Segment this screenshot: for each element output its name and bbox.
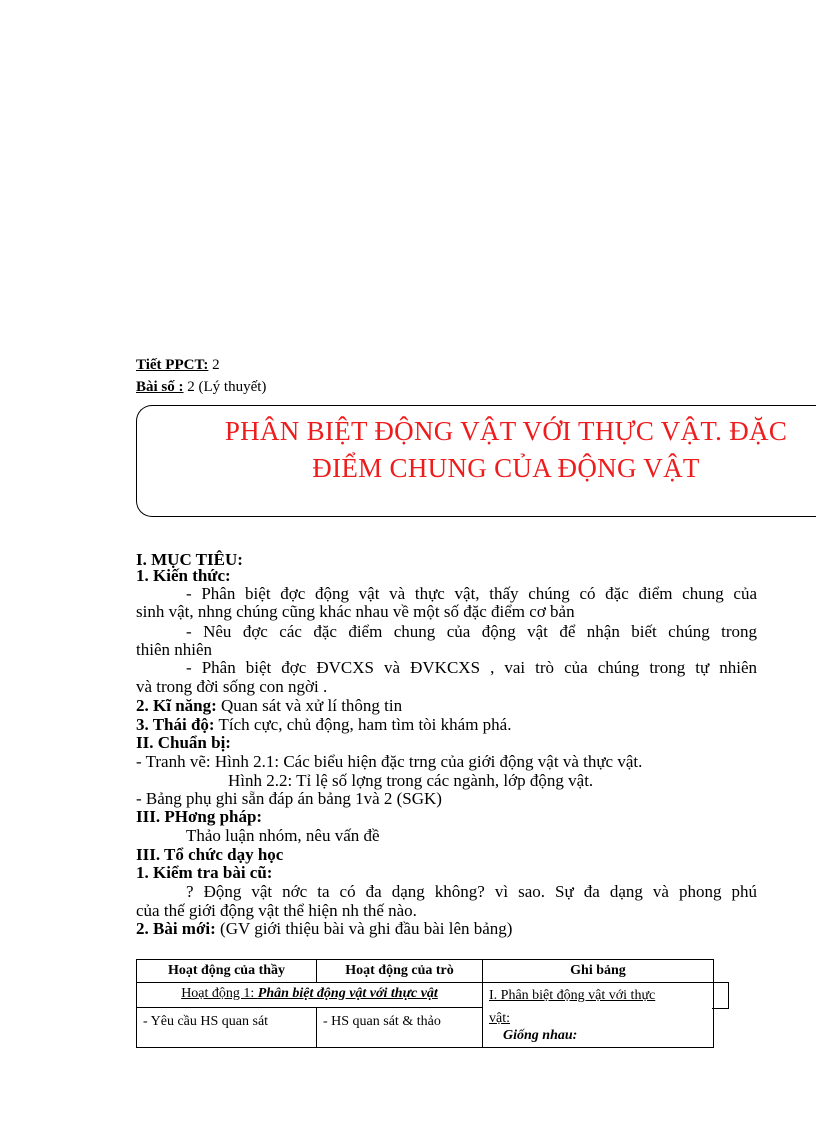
table-header-row [137,960,714,983]
board-similar: Giống nhau: [503,1028,578,1043]
header-student: Hoạt động của trò [317,960,483,983]
heading-preparation: II. Chuẩn bị: [136,733,231,752]
heading-organization: III. Tổ chức dạy học [136,845,284,864]
lesson-index-label: Bài số : [136,379,184,395]
preparation-item-2: Hình 2.2: Tỉ lệ số lợng trong các ngành, lớp động vật. [228,771,594,790]
table-row [137,983,714,1008]
knowledge-item-1b: sinh vật, nhng chúng cũng khác nhau về một số đặc điểm cơ bản [136,602,575,621]
skills-text: Quan sát và xử lí thông tin [216,696,403,715]
header-board: Ghi bảng [483,960,714,983]
skills-label: 2. Kĩ năng: [136,696,217,715]
review-question-a: ? Động vật nớc ta có đa dạng không? vì sao. Sự đa dạng và phong phú [186,882,757,901]
knowledge-item-3b: và trong đời sống con ngời . [136,677,328,696]
knowledge-item-2a: - Nêu đợc các đặc điểm chung của động vật để nhận biết chúng trong [186,622,757,641]
board-heading-b: vật: [489,1011,510,1026]
skills-line [136,696,402,716]
lesson-number-value: 2 [208,357,220,373]
methods-text: Thảo luận nhóm, nêu vấn đề [186,826,380,845]
preparation-item-3: - Bảng phụ ghi sẵn đáp án bảng 1và 2 (SGK) [136,789,442,808]
activity-1-cell [137,983,483,1008]
heading-review: 1. Kiểm tra bài cũ: [136,863,273,882]
board-cell [483,983,714,1048]
attitude-text: Tích cực, chủ động, ham tìm tòi khám phá. [214,715,512,734]
board-heading-a: I. Phân biệt động vật với thực [489,988,656,1003]
heading-methods: III. PHơng pháp: [136,807,263,826]
review-question-b: của thế giới động vật thể hiện nh thế nào. [136,901,417,920]
attitude-label: 3. Thái độ: [136,715,215,734]
table-side-box [712,982,729,1009]
lesson-index-value: 2 (Lý thuyết) [183,379,267,395]
student-cell: - HS quan sát & thảo [317,1008,483,1048]
preparation-item-1: - Tranh vẽ: Hình 2.1: Các biểu hiện đặc trng của giới động vật và thực vật. [136,752,643,771]
heading-objectives: I. MỤC TIÊU: [136,550,243,569]
header-teacher: Hoạt động của thầy [137,960,317,983]
knowledge-item-2b: thiên nhiên [136,640,213,659]
title-line-2: ĐIỂM CHUNG CỦA ĐỘNG VẬT [312,453,700,483]
knowledge-item-1a: - Phân biệt đợc động vật và thực vật, thấy chúng có đặc điểm chung của [186,584,757,603]
teacher-cell: - Yêu cầu HS quan sát [137,1008,317,1048]
title-line-1: PHÂN BIỆT ĐỘNG VẬT VỚI THỰC VẬT. ĐẶC [224,416,788,446]
attitude-line [136,715,511,735]
activity-table [136,959,714,1048]
activity-1-prefix: Hoạt động 1: [181,986,258,1001]
new-lesson-text: (GV giới thiệu bài và ghi đầu bài lên bảng) [215,919,513,938]
heading-knowledge: 1. Kiến thức: [136,566,231,585]
new-lesson-line [136,919,512,939]
activity-1-title: Phân biệt động vật với thực vật [257,986,438,1001]
lesson-index [136,379,266,396]
lesson-number [136,357,220,374]
knowledge-item-3a: - Phân biệt đợc ĐVCXS và ĐVKCXS , vai trò của chúng trong tự nhiên [186,658,757,677]
lesson-number-label: Tiết PPCT: [136,357,209,373]
new-lesson-label: 2. Bài mới: [136,919,216,938]
